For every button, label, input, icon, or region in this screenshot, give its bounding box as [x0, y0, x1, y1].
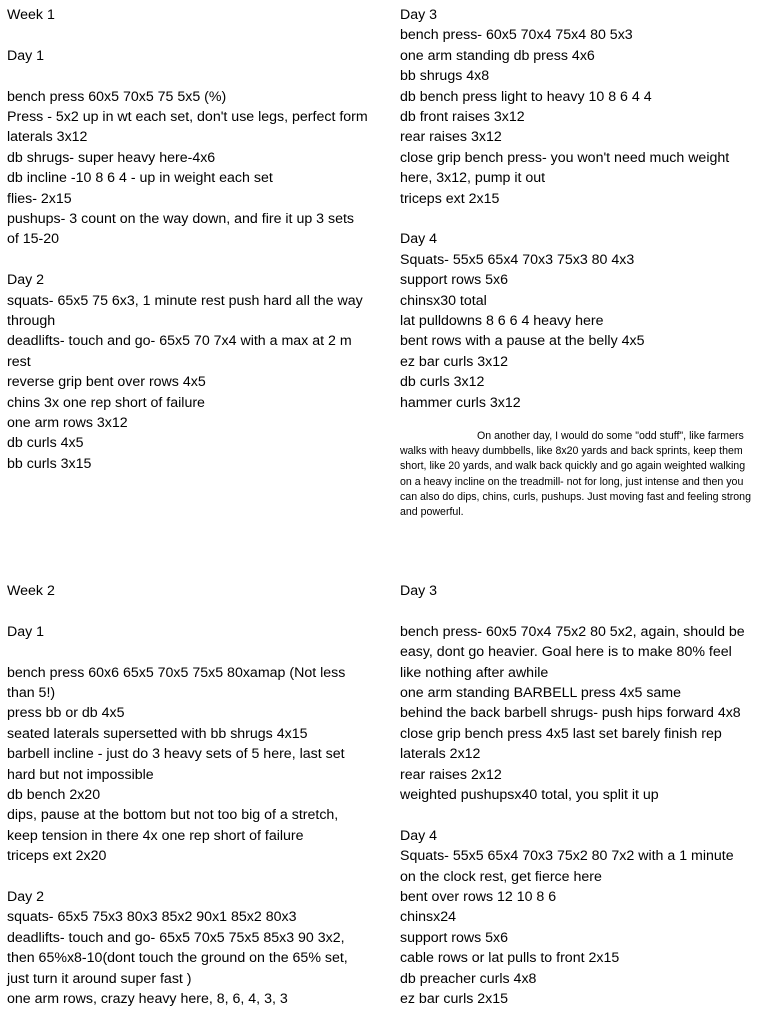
text-line: bench press 60x6 65x5 70x5 75x5 80xamap (Not less than 5!) — [7, 664, 346, 701]
blank-line — [7, 66, 369, 86]
text-line: laterals 3x12 — [7, 129, 88, 146]
text-line: close grip bench press- you won't need much weight here, 3x12, pump it out — [400, 149, 730, 187]
text-line: bench press- 60x5 70x4 75x4 80 5x3 — [400, 27, 633, 44]
week1-left-column — [7, 5, 369, 474]
text-line: chinsx24 — [400, 909, 456, 926]
blank-line — [400, 209, 750, 229]
text-line: Day 2 — [7, 889, 45, 906]
text-line: ez bar curls 3x12 — [400, 353, 509, 370]
text-line: Week 1 — [7, 7, 55, 23]
blank-line — [7, 601, 369, 621]
odd-stuff-note: On another day, I would do some "odd stuff", like farmers walks with heavy dumbbells, like 8x20 yards and back sprints, keep them short, like 20 yards, and walk back quickly and go again weighted walking on a heavy incline on the treadmill- not for long, just intense and then you can also do dips, chins, curls, pushups. Just moving fast and feeling strong and powerful. — [400, 430, 751, 519]
text-line: barbell incline - just do 3 heavy sets of 5 here, last set hard but not impossible — [7, 746, 345, 783]
week2-right-column — [400, 581, 750, 1010]
text-line: one arm standing db press 4x6 — [400, 47, 595, 64]
text-line: flies- 2x15 — [7, 190, 72, 207]
text-line: rear raises 2x12 — [400, 766, 502, 783]
text-line: db preacher curls 4x8 — [400, 970, 537, 987]
text-line: Day 1 — [7, 623, 45, 640]
text-line: Day 2 — [7, 272, 45, 289]
text-line: bb curls 3x15 — [7, 455, 92, 472]
text-line: one arm standing BARBELL press 4x5 same — [400, 685, 682, 702]
text-line: reverse grip bent over rows 4x5 — [7, 374, 206, 391]
text-line: Squats- 55x5 65x4 70x3 75x3 80 4x3 — [400, 251, 635, 268]
text-line: Day 1 — [7, 47, 45, 64]
week1-right-column — [400, 5, 750, 413]
text-line: triceps ext 2x15 — [400, 190, 500, 207]
text-line: squats- 65x5 75 6x3, 1 minute rest push hard all the way through — [7, 292, 363, 330]
week2-left-column — [7, 581, 369, 1009]
text-line: squats- 65x5 75x3 80x3 85x2 90x1 85x2 80x3 — [7, 909, 297, 926]
text-line: support rows 5x6 — [400, 929, 509, 946]
text-line: bent over rows 12 10 8 6 — [400, 889, 557, 906]
text-line: Day 3 — [400, 583, 438, 599]
text-line: Week 2 — [7, 583, 55, 599]
text-line: pushups- 3 count on the way down, and fire it up 3 sets of 15-20 — [7, 211, 355, 248]
text-line: db shrugs- super heavy here-4x6 — [7, 149, 216, 166]
text-line: weighted pushupsx40 total, you split it up — [400, 787, 659, 804]
text-line: bent rows with a pause at the belly 4x5 — [400, 333, 645, 350]
text-line: db curls 4x5 — [7, 435, 84, 452]
text-line: support rows 5x6 — [400, 272, 509, 289]
text-line: Day 4 — [400, 827, 438, 844]
text-line: db curls 3x12 — [400, 374, 485, 391]
text-line: dips, pause at the bottom but not too big of a stretch, keep tension in there 4x one rep short of failure — [7, 807, 339, 844]
text-line: press bb or db 4x5 — [7, 705, 125, 722]
text-line: ez bar curls 2x15 — [400, 991, 509, 1008]
text-line: hammer curls 3x12 — [400, 394, 521, 411]
text-line: db front raises 3x12 — [400, 109, 525, 126]
text-line: Day 3 — [400, 7, 438, 23]
blank-line — [400, 805, 750, 825]
text-line: chinsx30 total — [400, 292, 487, 309]
text-line: laterals 2x12 — [400, 746, 481, 763]
text-line: Press - 5x2 up in wt each set, don't use legs, perfect form — [7, 109, 368, 125]
text-line: bench press- 60x5 70x4 75x2 80 5x2, again, should be easy, dont go heavier. Goal here is to make 80% feel like nothing after awhile — [400, 623, 745, 681]
text-line: bb shrugs 4x8 — [400, 68, 490, 85]
blank-line — [7, 25, 369, 45]
text-line: bench press 60x5 70x5 75 5x5 (%) — [7, 88, 227, 105]
text-line: db bench 2x20 — [7, 787, 101, 804]
text-line: seated laterals supersetted with bb shrugs 4x15 — [7, 725, 308, 742]
text-line: behind the back barbell shrugs- push hips forward 4x8 — [400, 705, 741, 722]
blank-line — [7, 867, 369, 887]
text-line: chins 3x one rep short of failure — [7, 394, 205, 411]
text-line: db incline -10 8 6 4 - up in weight each set — [7, 170, 273, 187]
text-line: db bench press light to heavy 10 8 6 4 4 — [400, 88, 652, 105]
text-line: deadlifts- touch and go- 65x5 70x5 75x5 85x3 90 3x2, then 65%x8-10(dont touch the ground on the 65% set, just turn it around super fast ) — [7, 929, 348, 987]
text-line: close grip bench press 4x5 last set barely finish rep — [400, 725, 722, 742]
text-line: triceps ext 2x20 — [7, 848, 107, 865]
text-line: lat pulldowns 8 6 6 4 heavy here — [400, 313, 604, 330]
blank-line — [7, 642, 369, 662]
text-line: Day 4 — [400, 231, 438, 248]
blank-line — [7, 250, 369, 270]
text-line: rear raises 3x12 — [400, 129, 502, 146]
blank-line — [400, 601, 750, 621]
text-line: cable rows or lat pulls to front 2x15 — [400, 950, 620, 967]
text-line: deadlifts- touch and go- 65x5 70 7x4 with a max at 2 m rest — [7, 333, 352, 370]
text-line: Squats- 55x5 65x4 70x3 75x2 80 7x2 with a 1 minute on the clock rest, get fierce here — [400, 848, 734, 885]
text-line: one arm rows 3x12 — [7, 415, 128, 432]
text-line: one arm rows, crazy heavy here, 8, 6, 4, 3, 3 — [7, 991, 288, 1008]
